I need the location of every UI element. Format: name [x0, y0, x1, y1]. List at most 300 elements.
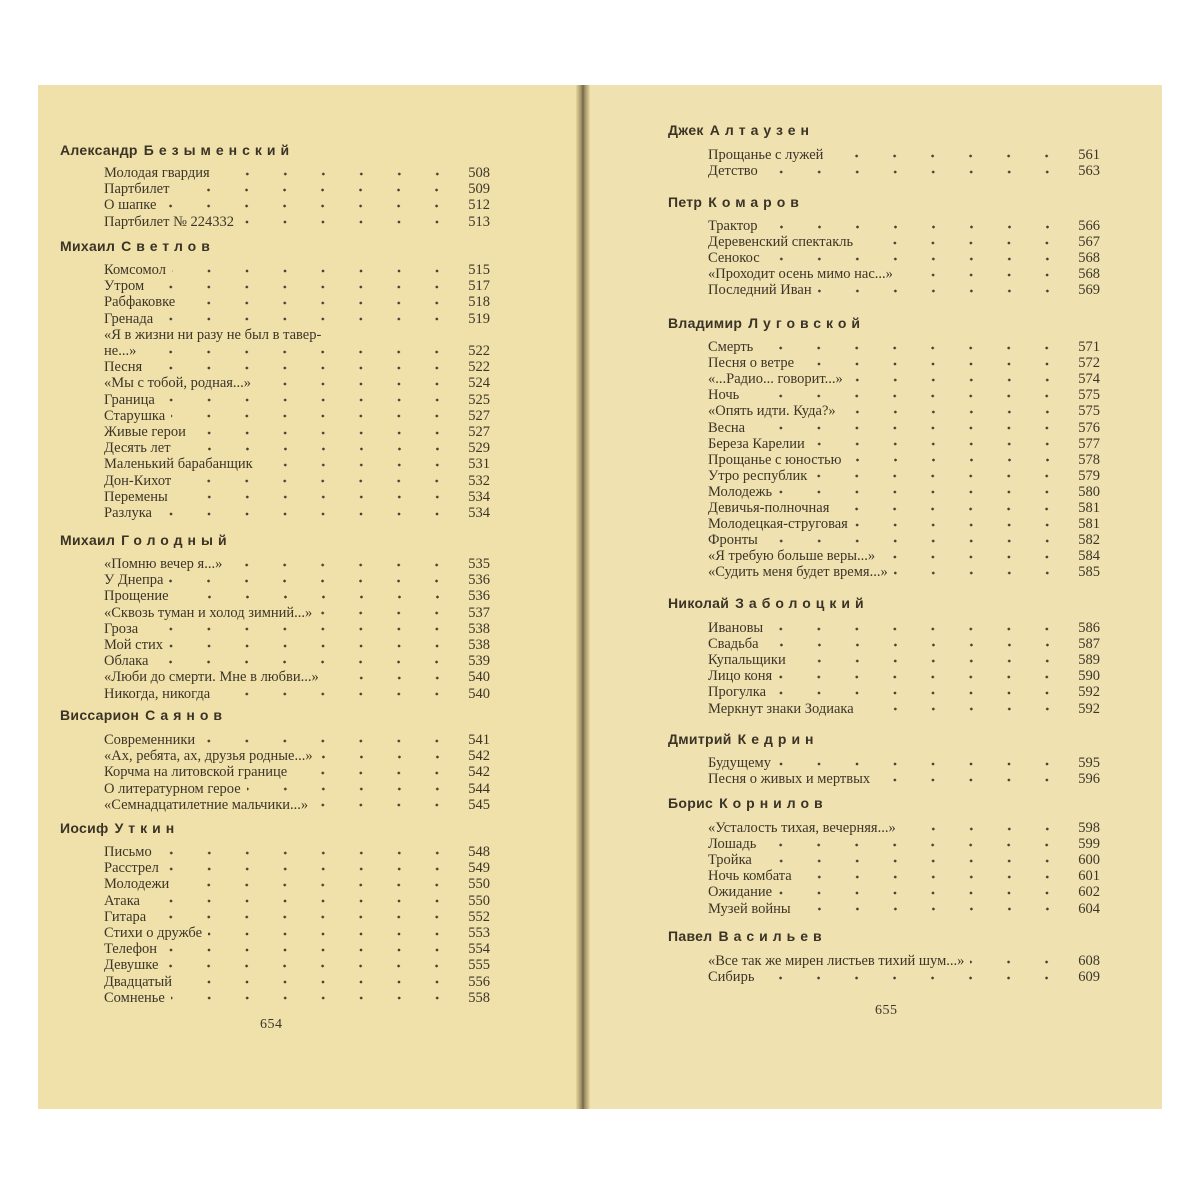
toc-entry-page-number: 536 — [468, 588, 490, 605]
toc-entry-title: Меркнут знаки Зодиака — [708, 700, 854, 717]
toc-entry-title: Никогда, никогда — [104, 685, 211, 702]
dot-leader — [314, 803, 456, 807]
author-last-name: Корнилов — [719, 795, 828, 811]
toc-entry — [104, 165, 490, 182]
toc-entry-page-number: 600 — [1078, 852, 1100, 869]
toc-entry-page-number: 602 — [1078, 884, 1100, 901]
toc-entry-title: Живые герои — [104, 424, 186, 440]
toc-entry-page-number: 513 — [468, 213, 490, 230]
toc-entry — [708, 636, 1100, 653]
toc-entry — [104, 278, 490, 295]
toc-entry-title: Перемены — [104, 488, 168, 505]
dot-leader — [174, 495, 456, 499]
toc-entry — [708, 500, 1100, 517]
dot-leader — [778, 490, 1066, 494]
toc-entry-title: Ивановы — [708, 620, 764, 636]
toc-entry-title: «Усталость тихая, вечерняя...» — [708, 820, 896, 836]
dot-leader — [247, 787, 456, 791]
toc-entry-page-number: 580 — [1078, 483, 1100, 500]
toc-entry-title: Двадцатый — [104, 973, 173, 990]
dot-leader — [800, 362, 1066, 366]
toc-entry-title: Рабфаковке — [104, 294, 176, 311]
toc-entry-page-number: 601 — [1078, 868, 1100, 885]
toc-entry-page-number: 590 — [1078, 668, 1100, 685]
toc-entry — [104, 572, 490, 589]
toc-entry-title: О шапке — [104, 197, 157, 214]
author-first-name: Михаил — [60, 532, 116, 548]
toc-entry-page-number: 553 — [468, 925, 490, 941]
dot-leader — [759, 346, 1066, 350]
dot-leader — [293, 771, 456, 775]
dot-leader — [902, 827, 1066, 831]
toc-entry-title: Прощанье с юностью — [708, 451, 842, 468]
toc-entry-page-number: 598 — [1078, 820, 1100, 836]
author-first-name: Михаил — [60, 238, 116, 254]
toc-entry — [708, 355, 1100, 372]
toc-entry — [708, 532, 1100, 549]
toc-entry — [708, 852, 1100, 869]
author-heading — [60, 532, 232, 548]
toc-entry-title: Береза Карелии — [708, 435, 805, 452]
toc-entry — [104, 876, 490, 893]
dot-leader — [859, 241, 1066, 245]
toc-entry-page-number: 545 — [468, 796, 490, 813]
toc-entry-page-number: 535 — [468, 556, 490, 572]
toc-entry-title: Старушка — [104, 407, 166, 424]
dot-leader — [159, 317, 456, 321]
dot-leader — [257, 382, 456, 386]
dot-leader — [150, 285, 456, 289]
toc-entry-page-number: 596 — [1078, 771, 1100, 788]
dot-leader — [165, 867, 456, 871]
toc-entry-page-number: 581 — [1078, 500, 1100, 516]
toc-entry-page-number: 550 — [468, 892, 490, 909]
toc-entry-title: Письмо — [104, 844, 152, 860]
toc-entry-page-number: 586 — [1078, 620, 1100, 636]
toc-entry — [708, 452, 1100, 469]
author-first-name: Виссарион — [60, 707, 140, 723]
toc-entry-title: Современники — [104, 732, 196, 748]
toc-entry — [104, 893, 490, 910]
toc-entry-page-number: 537 — [468, 604, 490, 621]
dot-leader — [142, 350, 456, 354]
dot-leader — [797, 907, 1066, 911]
dot-leader — [765, 643, 1066, 647]
author-first-name: Александр — [60, 142, 138, 158]
author-first-name: Джек — [668, 122, 704, 138]
dot-leader — [778, 891, 1066, 895]
toc-entry-title: «Опять идти. Куда?» — [708, 403, 836, 420]
toc-entry-title: Прогулка — [708, 684, 767, 701]
toc-entry-title: Партбилет — [104, 181, 170, 198]
toc-entry-page-number: 581 — [1078, 516, 1100, 533]
toc-entry-title: Мой стих — [104, 637, 163, 653]
right-page-number: 655 — [875, 1003, 898, 1018]
toc-entry — [708, 701, 1100, 718]
left-page — [38, 85, 582, 1109]
dot-leader — [146, 899, 456, 903]
toc-entry-title: Гренада — [104, 310, 154, 327]
dot-leader — [208, 932, 456, 936]
dot-leader — [818, 289, 1066, 293]
toc-entry — [708, 771, 1100, 788]
dot-leader — [216, 172, 456, 176]
author-last-name: Алтаузен — [709, 122, 814, 138]
toc-entry — [708, 620, 1100, 637]
toc-entry-page-number: 556 — [468, 973, 490, 990]
toc-entry-page-number: 571 — [1078, 339, 1100, 355]
toc-entry-page-number: 522 — [468, 359, 490, 376]
toc-entry-title: Последний Иван — [708, 282, 812, 299]
dot-leader — [201, 739, 456, 743]
toc-entry — [104, 941, 490, 958]
toc-entry — [104, 311, 490, 328]
dot-leader — [259, 463, 456, 467]
author-first-name: Дмитрий — [668, 731, 732, 747]
toc-entry — [708, 884, 1100, 901]
toc-entry — [708, 403, 1100, 420]
toc-entry-title: Комсомол — [104, 262, 166, 278]
dot-leader — [319, 755, 456, 759]
author-first-name: Борис — [668, 795, 714, 811]
toc-entry-page-number: 525 — [468, 391, 490, 408]
toc-entry-page-number: 563 — [1078, 163, 1100, 180]
toc-entry — [104, 637, 490, 654]
toc-entry — [104, 456, 490, 473]
toc-entry-page-number: 536 — [468, 572, 490, 589]
dot-leader — [766, 257, 1066, 261]
toc-entry-page-number: 542 — [468, 764, 490, 781]
toc-entry-title: Атака — [104, 892, 140, 909]
author-heading — [60, 707, 227, 723]
toc-entry-page-number: 578 — [1078, 451, 1100, 468]
toc-entry — [104, 392, 490, 409]
dot-leader — [164, 964, 456, 968]
author-last-name: Луговской — [748, 315, 866, 331]
toc-entry — [708, 420, 1100, 437]
toc-entry — [708, 668, 1100, 685]
toc-entry — [104, 990, 490, 1007]
toc-entry-title: Утро республик — [708, 467, 808, 484]
dot-leader — [318, 611, 456, 615]
toc-entry — [104, 294, 490, 311]
author-heading — [60, 820, 179, 836]
author-heading — [60, 238, 215, 254]
toc-entry — [708, 953, 1100, 970]
dot-leader — [772, 691, 1066, 695]
toc-entry — [708, 371, 1100, 388]
toc-entry-page-number: 555 — [468, 957, 490, 974]
right-page — [582, 85, 1162, 1109]
author-heading — [668, 928, 827, 944]
toc-entry-title: Ожидание — [708, 884, 773, 901]
toc-entry-title: Маленький барабанщик — [104, 456, 253, 473]
toc-entry-page-number: 538 — [468, 637, 490, 653]
toc-entry-page-number: 539 — [468, 653, 490, 670]
toc-entry-page-number: 550 — [468, 876, 490, 893]
dot-leader — [169, 644, 456, 648]
toc-entry — [104, 764, 490, 781]
dot-leader — [829, 154, 1066, 158]
toc-entry — [104, 605, 490, 622]
toc-entry-page-number: 508 — [468, 165, 490, 181]
toc-entry — [104, 653, 490, 670]
toc-entry-page-number: 534 — [468, 505, 490, 521]
dot-leader — [970, 960, 1066, 964]
dot-leader — [177, 447, 456, 451]
toc-entry-title: Фронты — [708, 532, 758, 549]
toc-entry — [104, 556, 490, 573]
dot-leader — [171, 414, 456, 418]
dot-leader — [216, 692, 456, 696]
toc-entry-title: Песня о живых и мертвых — [708, 771, 871, 788]
toc-entry-title: Лошадь — [708, 836, 757, 853]
toc-entry-title: Тройка — [708, 852, 752, 869]
toc-entry-page-number: 549 — [468, 860, 490, 877]
toc-entry-title: Корчма на литовской границе — [104, 764, 288, 781]
toc-entry-page-number: 517 — [468, 278, 490, 295]
toc-entry-title: «Помню вечер я...» — [104, 556, 223, 572]
toc-entry — [104, 375, 490, 392]
toc-entry-title: Молодежь — [708, 483, 773, 500]
toc-entry — [708, 266, 1100, 283]
toc-entry-title: Будущему — [708, 755, 771, 771]
dot-leader — [325, 676, 456, 680]
toc-entry-title: «Ах, ребята, ах, друзья родные...» — [104, 748, 313, 765]
toc-entry-page-number: 582 — [1078, 532, 1100, 549]
author-heading — [668, 595, 869, 611]
toc-entry — [104, 974, 490, 991]
toc-entry-title: Девушке — [104, 957, 159, 974]
toc-entry-page-number: 534 — [468, 488, 490, 505]
toc-entry-title: Разлука — [104, 505, 152, 521]
toc-entry-title: Ночь — [708, 387, 740, 404]
dot-leader — [854, 523, 1066, 527]
toc-entry-page-number: 529 — [468, 440, 490, 457]
dot-leader — [751, 426, 1066, 430]
toc-entry-title: Облака — [104, 653, 149, 670]
toc-entry — [104, 262, 490, 279]
author-heading — [60, 142, 294, 158]
toc-entry-title: «Семнадцатилетние мальчики...» — [104, 796, 309, 813]
toc-entry — [104, 489, 490, 506]
author-last-name: Безыменский — [143, 142, 295, 158]
toc-entry — [708, 436, 1100, 453]
toc-entry-page-number: 589 — [1078, 652, 1100, 669]
toc-entry-title: Свадьба — [708, 636, 759, 653]
dot-leader — [762, 843, 1066, 847]
toc-entry-page-number: 567 — [1078, 234, 1100, 251]
toc-entry-page-number: 542 — [468, 748, 490, 765]
dot-leader — [842, 410, 1066, 414]
dot-leader — [813, 474, 1066, 478]
toc-entry-title: Сибирь — [708, 969, 755, 986]
dot-leader — [161, 398, 456, 402]
dot-leader — [860, 707, 1066, 711]
toc-entry — [104, 343, 490, 360]
author-last-name: Голодный — [121, 532, 232, 548]
toc-entry-page-number: 568 — [1078, 250, 1100, 267]
toc-entry-page-number: 575 — [1078, 387, 1100, 404]
author-heading — [668, 315, 865, 331]
toc-entry-title: Дон-Кихот — [104, 472, 172, 489]
author-first-name: Иосиф — [60, 820, 109, 836]
dot-leader — [764, 539, 1066, 543]
dot-leader — [899, 273, 1066, 277]
toc-entry — [104, 797, 490, 814]
toc-entry-page-number: 572 — [1078, 355, 1100, 372]
toc-entry-title: Граница — [104, 391, 155, 408]
toc-entry-page-number: 552 — [468, 908, 490, 925]
toc-entry-title: «Судить меня будет время...» — [708, 564, 888, 581]
author-last-name: Заболоцкий — [735, 595, 869, 611]
dot-leader — [154, 660, 456, 664]
dot-leader — [171, 996, 456, 1000]
toc-entry — [104, 957, 490, 974]
toc-entry-title: Песня — [104, 359, 143, 376]
toc-entry — [104, 181, 490, 198]
toc-entry-page-number: 519 — [468, 310, 490, 327]
toc-entry-page-number: 575 — [1078, 403, 1100, 420]
toc-entry-title: Трактор — [708, 218, 758, 234]
toc-entry — [708, 755, 1100, 772]
toc-entry — [104, 686, 490, 703]
toc-entry — [104, 748, 490, 765]
toc-entry — [708, 339, 1100, 356]
toc-entry-page-number: 524 — [468, 375, 490, 392]
toc-entry-page-number: 540 — [468, 669, 490, 686]
toc-entry-page-number: 515 — [468, 262, 490, 278]
toc-entry-page-number: 538 — [468, 620, 490, 637]
toc-entry-title: Молодежи — [104, 876, 170, 893]
dot-leader — [876, 778, 1066, 782]
toc-entry-page-number: 509 — [468, 181, 490, 198]
toc-entry — [708, 564, 1100, 581]
toc-entry-title: Песня о ветре — [708, 355, 795, 372]
author-heading — [668, 795, 828, 811]
toc-entry-title: Молодая гвардия — [104, 165, 210, 181]
dot-leader — [144, 627, 456, 631]
author-first-name: Петр — [668, 194, 703, 210]
toc-entry-title: Партбилет № 224332 — [104, 213, 235, 230]
toc-entry-title: «...Радио... говорит...» — [708, 371, 843, 388]
author-first-name: Павел — [668, 928, 713, 944]
dot-leader — [228, 563, 456, 567]
toc-entry — [708, 516, 1100, 533]
toc-entry-page-number: 522 — [468, 343, 490, 359]
toc-entry — [708, 652, 1100, 669]
toc-entry-title: Гроза — [104, 620, 139, 637]
dot-leader — [798, 875, 1066, 879]
toc-entry — [708, 234, 1100, 251]
toc-entry-title: Лицо коня — [708, 668, 773, 685]
dot-leader — [835, 507, 1066, 511]
toc-entry — [104, 669, 490, 686]
toc-entry-title: Деревенский спектакль — [708, 234, 854, 251]
toc-entry-title: «Мы с тобой, родная...» — [104, 375, 252, 392]
dot-leader — [152, 915, 456, 919]
toc-entry — [104, 909, 490, 926]
toc-entry-title: Музей войны — [708, 900, 791, 917]
toc-entry-title: «Все так же мирен листьев тихий шум...» — [708, 953, 965, 969]
toc-entry-page-number: 585 — [1078, 564, 1100, 581]
toc-entry — [104, 197, 490, 214]
toc-entry-page-number: 584 — [1078, 548, 1100, 565]
toc-entry — [104, 781, 490, 798]
toc-entry — [104, 505, 490, 522]
dot-leader — [760, 976, 1066, 980]
toc-entry — [708, 387, 1100, 404]
toc-entry — [708, 969, 1100, 986]
author-last-name: Светлов — [121, 238, 215, 254]
toc-entry — [104, 844, 490, 861]
toc-entry — [708, 836, 1100, 853]
toc-entry-page-number: 532 — [468, 472, 490, 489]
toc-entry-title-line — [104, 327, 490, 344]
toc-entry — [708, 218, 1100, 235]
toc-entry-title: Сенокос — [708, 250, 760, 267]
toc-entry — [708, 901, 1100, 918]
toc-entry-title: Молодецкая-струговая — [708, 516, 848, 533]
toc-entry-page-number: 576 — [1078, 419, 1100, 436]
toc-entry-page-number: 541 — [468, 732, 490, 748]
toc-entry — [708, 548, 1100, 565]
author-heading — [668, 194, 804, 210]
dot-leader — [175, 595, 456, 599]
dot-leader — [240, 220, 456, 224]
toc-entry-page-number: 574 — [1078, 371, 1100, 388]
toc-entry-page-number: 609 — [1078, 969, 1100, 986]
dot-leader — [764, 170, 1066, 174]
toc-entry-page-number: 569 — [1078, 282, 1100, 299]
book-spine — [576, 85, 590, 1109]
toc-entry-page-number: 595 — [1078, 755, 1100, 771]
toc-entry-page-number: 531 — [468, 456, 490, 473]
author-last-name: Уткин — [114, 820, 180, 836]
dot-leader — [158, 512, 456, 516]
toc-entry-page-number: 587 — [1078, 636, 1100, 653]
toc-entry-page-number: 566 — [1078, 218, 1100, 234]
toc-entry — [104, 424, 490, 441]
toc-entry-page-number: 554 — [468, 941, 490, 958]
toc-entry — [104, 588, 490, 605]
toc-entry-page-number: 592 — [1078, 700, 1100, 717]
toc-entry-title: Прощение — [104, 588, 169, 605]
author-first-name: Николай — [668, 595, 730, 611]
toc-entry-title: Весна — [708, 419, 746, 436]
author-last-name: Кедрин — [737, 731, 819, 747]
dot-leader — [849, 378, 1066, 382]
dot-leader — [778, 675, 1066, 679]
toc-entry-page-number: 544 — [468, 780, 490, 797]
toc-entry-title: Утром — [104, 278, 145, 295]
dot-leader — [158, 851, 456, 855]
toc-entry-title: Прощанье с лужей — [708, 147, 824, 163]
toc-entry-title: Смерть — [708, 339, 754, 355]
toc-entry-page-number: 592 — [1078, 684, 1100, 701]
dot-leader — [175, 188, 456, 192]
toc-entry-page-number: 604 — [1078, 900, 1100, 917]
toc-entry — [708, 147, 1100, 164]
toc-entry-title: О литературном герое — [104, 780, 241, 797]
toc-entry-title: У Днепра — [104, 572, 164, 589]
toc-entry-title: Гитара — [104, 908, 147, 925]
dot-leader — [769, 627, 1066, 631]
toc-entry — [104, 359, 490, 376]
toc-entry — [104, 925, 490, 942]
toc-entry-title: «Я требую больше веры...» — [708, 548, 876, 565]
dot-leader — [178, 980, 456, 984]
